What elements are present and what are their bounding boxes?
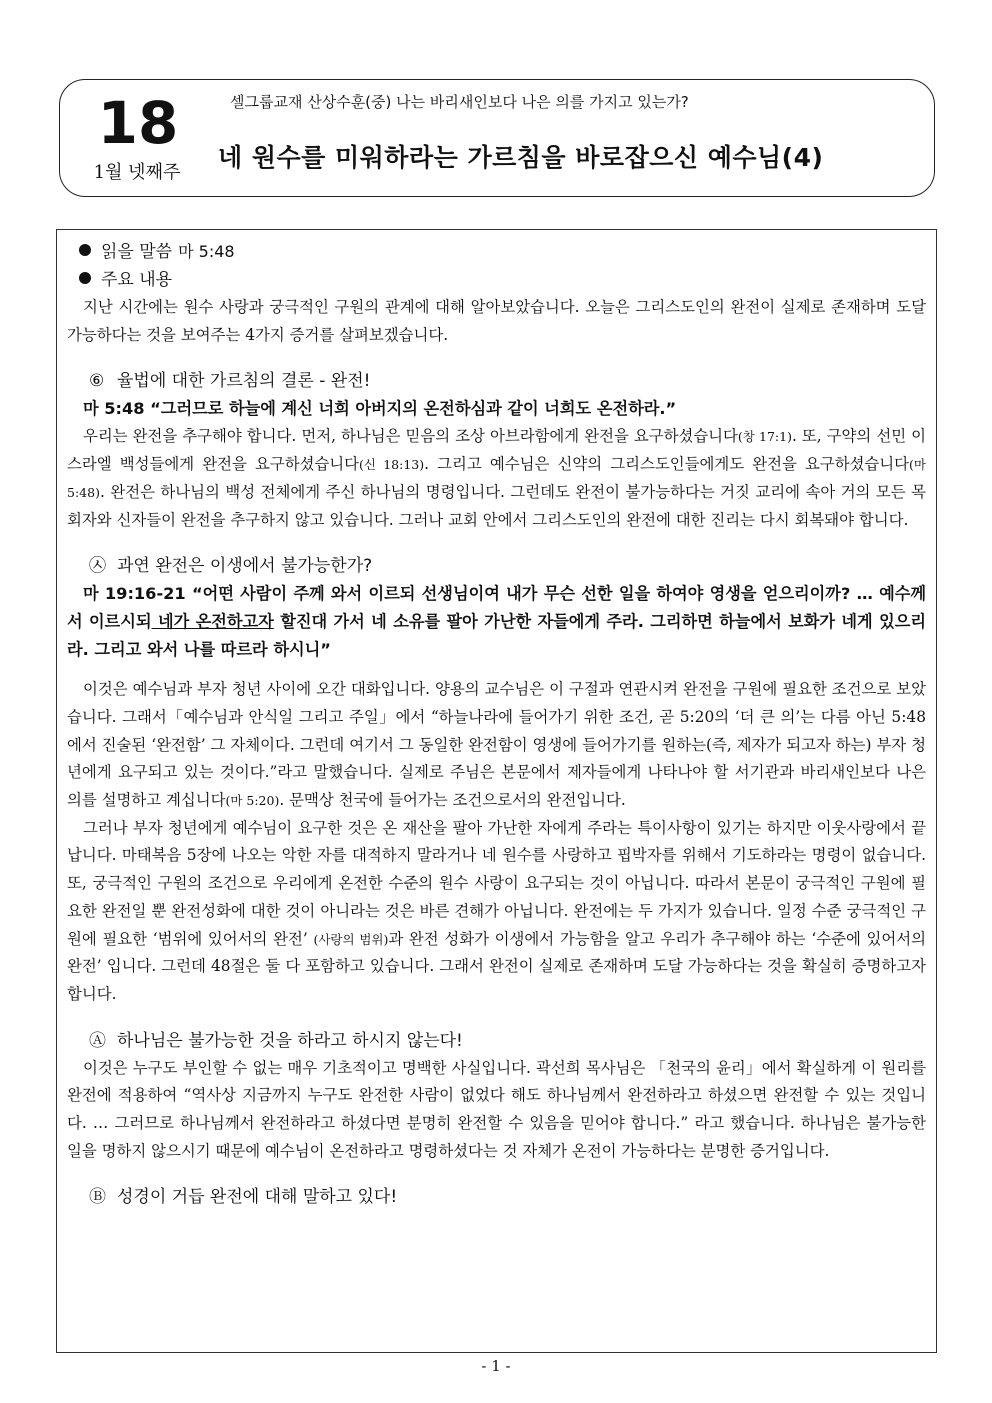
scripture-reference: (사랑의 범위) [313,931,389,947]
section-marker: ⑥ [89,371,105,392]
section-heading [67,552,926,580]
paragraph-text: 그러나 부자 청년에게 예수님이 요구한 것은 온 재산을 팔아 가난한 자에게 주라는 특이사항이 있기는 하지만 이웃사랑에서 끝납니다. 마태복음 5장에 나오는 악한 자를 대적하지 말라거나 네 원수를 사랑하고 핍박자를 위해서 기도하라는 명령이 없습니다. 또, 궁극적인 구원의 조건으로 우리에게 온전한 수준의 원수 사랑이 요구되는 것이 아닙니다. 따라서 본문이 궁극적인 구원에 필요한 완전일 뿐 완전성화에 대한 것이 아니라는 것은 바른 견해가 아닙니다. 완전에는 두 가지가 있습니다. 일정 수준 궁극적인 구원에 필요한 ‘범위에 있어서의 완전’ [67,818,926,948]
page-number: - 1 - [481,1357,511,1375]
verse-text: 할진대 가서 네 소유를 팔아 가난한 자들에게 주라. 그리하면 하늘에서 보화가 네게 있으리라. 그리고 와서 나를 따르라 하시니” [67,612,926,660]
section-heading-text: 율법에 대한 가르침의 결론 - 완전! [117,371,371,392]
section-heading [67,1027,926,1055]
reading-line [67,238,926,266]
section-heading [67,367,926,395]
summary-line [67,266,926,294]
scripture-reference: (마 5:48) [67,457,926,500]
bullet-icon [79,272,91,284]
section [67,367,926,534]
section-heading-text: 성경이 거듭 완전에 대해 말하고 있다! [117,1187,398,1208]
paragraph-text: 이것은 누구도 부인할 수 없는 매우 기초적이고 명백한 사실입니다. 곽선희 목사님은 「천국의 윤리」에서 확실하게 이 원리를 완전에 적용하여 “역사상 지금까지 누구도 완전한 사람이 없었다 해도 하나님께서 완전하라고 하셨으면 완전할 수 있는 것입니다. … 그러므로 하나님께서 완전하라고 하셨다면 분명히 완전할 수 있음을 믿어야 합니다.” 라고 했습니다. 하나님은 불가능한 일을 명하지 않으시기 때문에 예수님이 온전하라고 명령하셨다는 것 자체가 온전이 가능하다는 분명한 증거입니다. [67,1058,926,1160]
content-box [56,229,937,1353]
sections-container [67,367,926,1211]
section [67,1027,926,1166]
paragraph-text: 우리는 완전을 추구해야 합니다. 먼저, 하나님은 믿음의 조상 아브라함에게 완전을 요구하셨습니다 [83,427,738,446]
verse-quote [67,580,926,664]
paragraph-text: 과 완전 성화가 이생에서 가능함을 알고 우리가 추구해야 하는 ‘수준에 있어서의 완전’ 입니다. 그런데 48절은 둘 다 포함하고 있습니다. 그래서 완전이 실제로 존재하며 도달 가능하다는 것을 확실히 증명하고자 합니다. [67,929,927,1003]
paragraph-text: . 완전은 하나님의 백성 전체에게 주신 하나님의 명령입니다. 그런데도 완전이 불가능하다는 거짓 교리에 속아 거의 모든 목회자와 신자들이 완전을 추구하지 않고 있습니다. 그러나 교회 안에서 그리스도인의 완전에 대한 진리는 다시 회복돼야 합니다. [67,482,926,529]
series-subtitle: 셀그룹교재 산상수훈(중) 나는 바리새인보다 나은 의를 가지고 있는가? [230,93,689,111]
paragraph-text: . 그리고 예수님은 신약의 그리스도인들에게도 완전을 요구하셨습니다 [424,455,910,474]
reading-label: 읽을 말씀 [101,242,173,262]
verse-text: 마 5:48 “그러므로 하늘에 계신 너희 아버지의 온전하심과 같이 너희도 온전하라.” [83,399,677,419]
section-heading [67,1183,926,1211]
paragraph-text: . 문맥상 천국에 들어가는 조건으로서의 완전입니다. [279,791,626,810]
body-paragraph [67,423,926,534]
scripture-reference: (마 5:20) [225,793,280,809]
section [67,552,926,1008]
scripture-reference: (신 18:13) [359,457,425,473]
paragraph-text: . 또, 구약의 선민 이스라엘 백성들에게 완전을 요구하셨습니다 [67,427,926,474]
verse-quote [67,395,926,423]
week-label: 1월 넷째주 [93,162,181,183]
body-paragraph [67,1055,926,1166]
reading-reference: 마 5:48 [178,242,235,261]
verse-text: 마 19:16-21 “어떤 사람이 주께 와서 이르되 선생님이여 내가 무슨 선한 일을 하여야 영생을 얻으리이까? … 예수께서 이르시되 [67,584,926,632]
section-heading-text: 과연 완전은 이생에서 불가능한가? [117,556,373,577]
section-marker: Ⓑ [89,1187,106,1208]
body-paragraph [67,815,926,1009]
scripture-reference: (창 17:1) [737,429,792,445]
verse-underlined-text: 네가 온전하고자 [151,612,274,632]
bullet-icon [79,244,91,256]
section-heading-text: 하나님은 불가능한 것을 하라고 하시지 않는다! [117,1030,463,1051]
spacer [67,664,926,676]
section-marker: Ⓐ [89,1030,106,1051]
section-marker: ㉦ [89,556,106,577]
paragraph-text: 이것은 예수님과 부자 청년 사이에 오간 대화입니다. 양용의 교수님은 이 구절과 연관시켜 완전을 구원에 필요한 조건으로 보았습니다. 그래서「예수님과 안식일 그리고 주일」에서 “하늘나라에 들어가기 위한 조건, 곧 5:20의 ‘더 큰 의’는 다름 아닌 5:48에서 진술된 ‘완전함’ 그 자체이다. 그런데 여기서 그 동일한 완전함이 영생에 들어가기를 원하는(즉, 제자가 되고자 하는) 부자 청년에게 요구되고 있는 것이다.”라고 말했습니다. 실제로 주님은 본문에서 제자들에게 나타나야 할 서기관과 바리새인보다 나은 의를 설명하고 계십니다 [67,680,926,810]
body-paragraph [67,676,926,815]
section [67,1183,926,1211]
summary-paragraph: 지난 시간에는 원수 사랑과 궁극적인 구원의 관계에 대해 알아보았습니다. 오늘은 그리스도인의 완전이 실제로 존재하며 도달 가능하다는 것을 보여주는 4가지 증거를 살펴보겠습니다. [67,298,926,344]
lesson-number: 18 [97,89,179,157]
summary-label: 주요 내용 [101,270,173,290]
page-title: 네 원수를 미워하라는 가르침을 바로잡으신 예수님(4) [218,143,824,172]
